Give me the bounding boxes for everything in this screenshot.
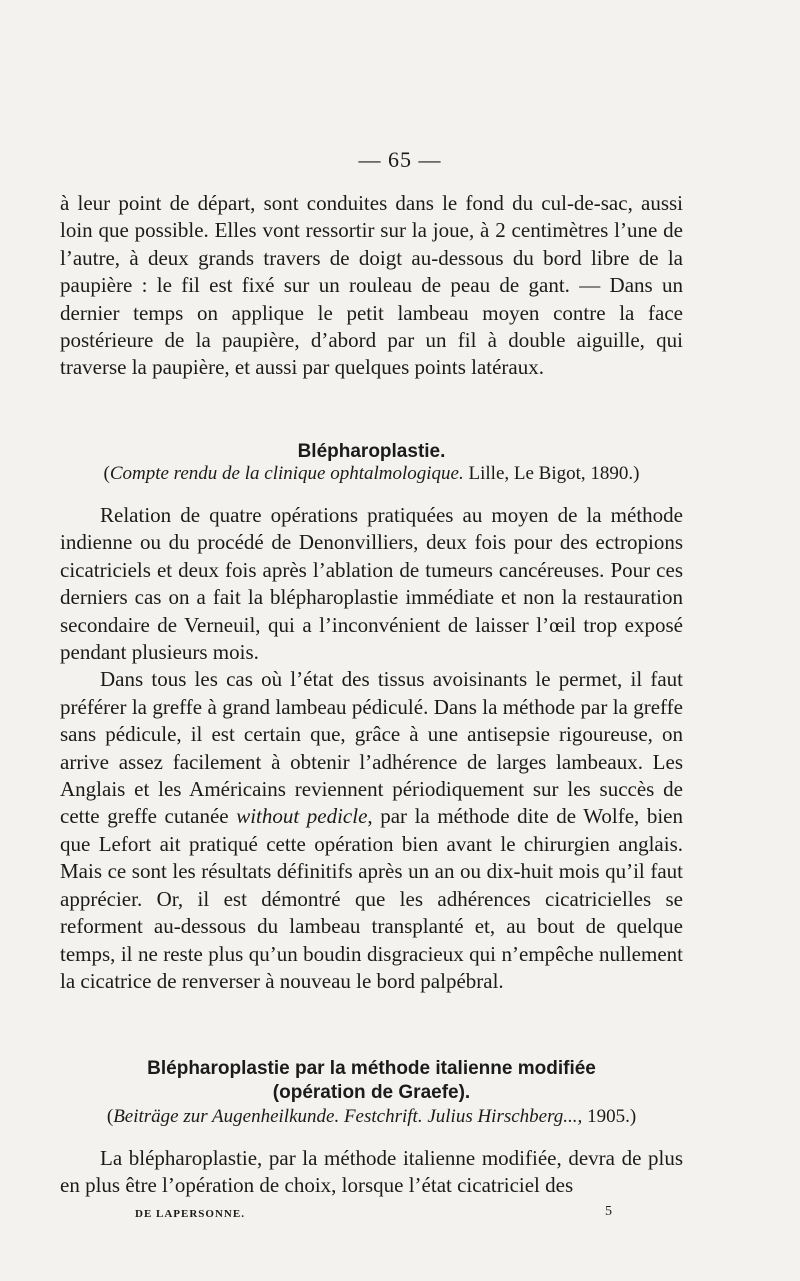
section2-source-citation bbox=[60, 1105, 683, 1129]
paragraph-text: à leur point de départ, sont conduites dans le fond du cul-de-sac, aussi loin que possible. Elles vont ressortir sur la joue, à 2 centimètres l’une de l’autre, à deux grands travers de doigt au-dessous du bord libre de la paupière : le fil est fixé sur un rouleau de peau de gant. — Dans un dernier temps on applique le petit lambeau moyen contre la face postérieure de la paupière, d’abord par un fil à double aiguille, qui traverse la paupière, et aussi par quelques points latéraux. bbox=[60, 191, 683, 380]
section1-paragraph-1: Relation de quatre opérations pratiquées au moyen de la méthode indienne ou du procédé de Denonvilliers, deux fois pour des ectropions cicatriciels et deux fois après l’ablation de tumeurs cancéreuses. Pour ces derniers cas on a fait la blépharoplastie immédiate et non la restauration secondaire de Verneuil, qui a l’inconvénient de laisser l’œil trop exposé pendant plusieurs mois. bbox=[60, 503, 683, 665]
source-rest: 1905.) bbox=[582, 1106, 637, 1127]
source-italic: Beiträge zur Augenheilkunde. Festchrift. Julius Hirschberg..., bbox=[113, 1106, 583, 1127]
section-title-italian-method bbox=[60, 1057, 683, 1105]
section2-paragraph-1: La blépharoplastie, par la méthode italienne modifiée, devra de plus en plus être l’opération de choix, lorsque l’état cicatriciel des bbox=[60, 1146, 683, 1198]
page-number: — 65 — bbox=[358, 147, 442, 172]
footer-signature: DE LAPERSONNE. bbox=[135, 1208, 245, 1220]
title-line-1: Blépharoplastie par la méthode italienne modifiée bbox=[147, 1058, 596, 1079]
section1-paragraph-2 bbox=[60, 666, 683, 995]
source-rest: Lille, Le Bigot, 1890.) bbox=[463, 463, 640, 484]
source-italic: Compte rendu de la clinique ophtalmologique. bbox=[109, 463, 464, 484]
source-open: ( bbox=[106, 1106, 114, 1127]
opening-paragraph bbox=[60, 190, 683, 382]
section-title-blepharoplastie: Blépharoplastie. bbox=[297, 441, 446, 462]
title-line-2: (opération de Graefe). bbox=[272, 1082, 471, 1103]
section-source-citation bbox=[60, 462, 683, 486]
section1-body bbox=[60, 502, 683, 995]
footer-sheet-number: 5 bbox=[605, 1204, 612, 1219]
section2-body bbox=[60, 1145, 683, 1200]
source-open: ( bbox=[103, 463, 110, 484]
para2-text-a: Dans tous les cas où l’état des tissus avoisinants le permet, il faut préférer la greffe à grand lambeau pédiculé. Dans la méthode par la greffe sans pédicule, il est certain que, grâce à une antisepsie rigoureuse, on arrive assez facilement à obtenir l’adhérence de larges lambeaux. Les Anglais et les Américains reviennent périodiquement sur les succès de cette greffe cutanée bbox=[60, 667, 683, 829]
para2-text-b: , par la méthode dite de Wolfe, bien que Lefort ait pratiqué cette opération bien avant le chirurgien anglais. Mais ce sont les résultats définitifs après un an ou dix-huit mois qu’il faut apprécier. Or, il est démontré que les adhérences cicatricielles se reforment au-dessous du lambeau transplanté et, au bout de quelque temps, il ne reste plus qu’un boudin disgracieux qui n’empêche nullement la cicatrice de renverser à nouveau le bord palpébral. bbox=[60, 804, 683, 993]
para2-italic: without pedicle bbox=[236, 804, 368, 829]
